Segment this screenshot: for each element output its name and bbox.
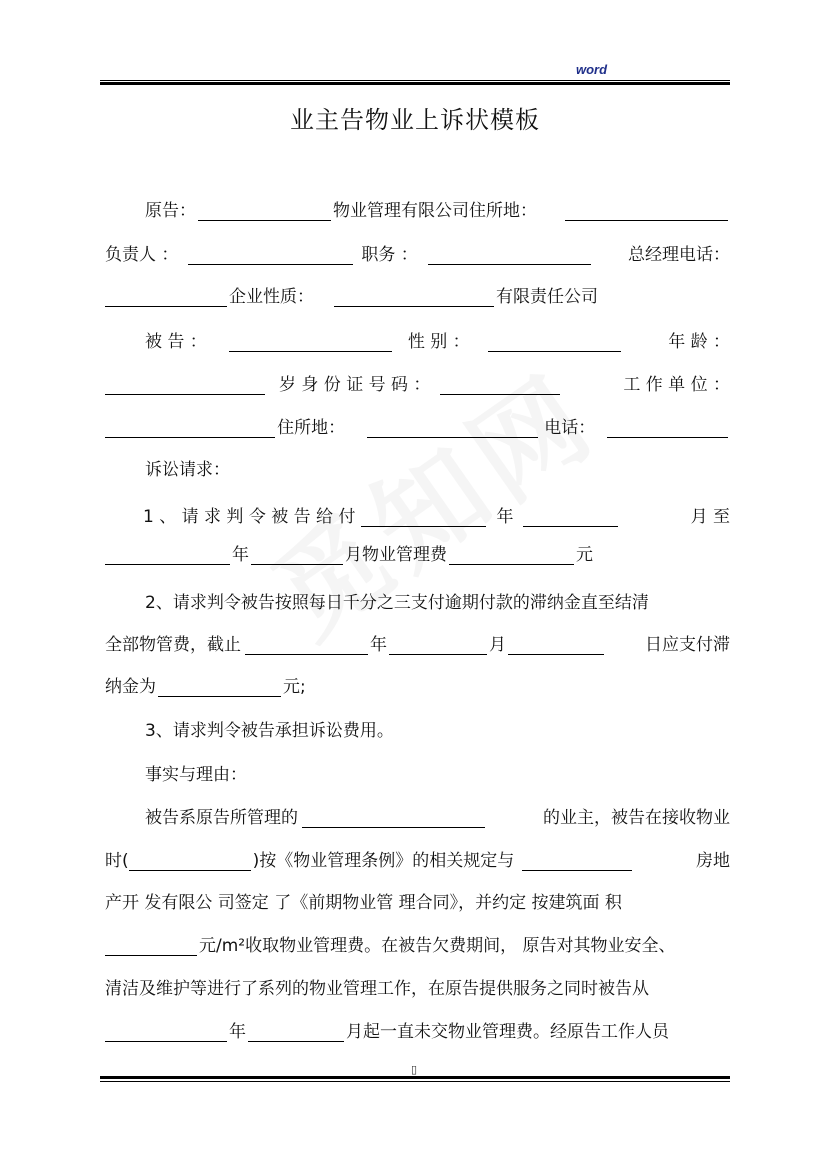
- facts-text-3: 产开 发有限公 司签定 了《前期物业管 理合同》，并约定 按建筑面 积: [105, 893, 622, 913]
- claim-1-month-to-label: 月 至: [690, 507, 730, 527]
- claim-1-text: 1 、 请 求 判 令 被 告 给 付: [143, 507, 356, 527]
- claim-2-continued-line: [105, 630, 730, 660]
- claim-2-due-label: 日应支付滞: [645, 635, 730, 655]
- facts-text-1a: 被告系原告所管理的: [145, 808, 298, 828]
- id-number-blank[interactable]: [440, 374, 560, 395]
- developer-blank[interactable]: [522, 850, 632, 871]
- id-number-label: 岁 身 份 证 号 码 ：: [279, 375, 431, 395]
- footer-rule-thick: [100, 1076, 730, 1079]
- claim-2-line: [105, 588, 730, 618]
- defendant-label: 被 告 ：: [145, 332, 207, 352]
- claim-1-to-year-blank[interactable]: [105, 544, 230, 565]
- facts-text-4: 元/m²收取物业管理费。在被告欠费期间， 原告对其物业安全、: [199, 936, 676, 956]
- claim-2-amount-line: [105, 672, 730, 702]
- address-blank[interactable]: [565, 200, 728, 221]
- manager-phone-label: 总经理电话：: [628, 245, 730, 265]
- representative-blank[interactable]: [188, 244, 353, 265]
- claim-1-year-label-2: 年: [232, 545, 249, 565]
- claim-1-fee-label: 月物业管理费: [345, 545, 447, 565]
- claim-1-to-month-blank[interactable]: [251, 544, 343, 565]
- facts-line-6: [105, 1017, 730, 1047]
- unit-price-blank[interactable]: [105, 935, 197, 956]
- late-fee-yuan-label: 元;: [283, 677, 306, 697]
- claim-2-day-blank[interactable]: [508, 634, 604, 655]
- claim-1-line: [105, 502, 730, 532]
- claim-3-line: [105, 716, 730, 746]
- footer-rule-thin: [100, 1081, 730, 1082]
- property-blank[interactable]: [302, 807, 485, 828]
- defendant-phone-label: 电话：: [544, 418, 596, 438]
- claims-heading-line: [105, 455, 730, 485]
- claims-heading: 诉讼请求：: [145, 460, 230, 480]
- claim-2-month-blank[interactable]: [389, 634, 487, 655]
- plaintiff-name-blank[interactable]: [198, 200, 331, 221]
- facts-heading: 事实与理由：: [145, 765, 247, 785]
- facts-heading-line: [105, 760, 730, 790]
- claim-2-year-label: 年: [370, 635, 387, 655]
- claim-2-deadline-label: 全部物管费，截止: [105, 635, 241, 655]
- claim-2-year-blank[interactable]: [245, 634, 368, 655]
- late-fee-label: 纳金为: [105, 677, 156, 697]
- header-rule-thick: [100, 82, 730, 85]
- defendant-line: [105, 327, 730, 357]
- claim-1-from-year-blank[interactable]: [361, 506, 486, 527]
- claim-2-month-label: 月: [489, 635, 506, 655]
- facts-line-3: [105, 888, 730, 918]
- claim-1-amount-blank[interactable]: [449, 544, 574, 565]
- claim-1-from-month-blank[interactable]: [523, 506, 618, 527]
- age-blank[interactable]: [105, 374, 265, 395]
- defendant-address-line: [105, 413, 730, 443]
- header-word-label: word: [576, 62, 608, 77]
- facts-line-4: [105, 931, 730, 961]
- workplace-label: 工 作 单 位 ：: [623, 375, 730, 395]
- arrears-year-blank[interactable]: [105, 1021, 227, 1042]
- receipt-date-blank[interactable]: [129, 850, 251, 871]
- gender-blank[interactable]: [488, 331, 621, 352]
- representative-label: 负责人 ：: [105, 245, 179, 265]
- age-label: 年 龄 ：: [668, 332, 730, 352]
- defendant-name-blank[interactable]: [229, 331, 392, 352]
- limited-company-text: 有限责任公司: [496, 287, 598, 307]
- document-title: 业主告物业上诉状模板: [290, 106, 540, 134]
- enterprise-type-label: 企业性质：: [229, 287, 314, 307]
- enterprise-line: [105, 282, 730, 312]
- claim-3-text: 3、请求判令被告承担诉讼费用。: [145, 721, 394, 741]
- facts-text-6b: 月起一直未交物业管理费。经原告工作人员: [346, 1022, 669, 1042]
- facts-text-2a: 时(: [105, 851, 129, 871]
- header-rule-thin: [100, 80, 730, 81]
- claim-1-year-label: 年: [496, 507, 514, 527]
- representative-line: [105, 240, 730, 270]
- claim-1-yuan-label: 元: [576, 545, 593, 565]
- plaintiff-line: [105, 196, 730, 226]
- residence-blank[interactable]: [367, 417, 538, 438]
- phone-blank[interactable]: [105, 286, 227, 307]
- facts-line-2: [105, 846, 730, 876]
- company-address-label: 物业管理有限公司住所地：: [333, 201, 537, 221]
- position-label: 职务 ：: [361, 245, 418, 265]
- arrears-month-blank[interactable]: [248, 1021, 344, 1042]
- facts-text-2c: 房地: [696, 851, 730, 871]
- page-marker: ▯: [411, 1063, 418, 1076]
- claim-1-continued-line: [105, 540, 730, 570]
- defendant-phone-blank[interactable]: [607, 417, 728, 438]
- facts-line-5: [105, 974, 730, 1004]
- id-line: [105, 370, 730, 400]
- enterprise-type-blank[interactable]: [334, 286, 494, 307]
- plaintiff-label: 原告：: [145, 201, 196, 221]
- claim-2-text: 2、请求判令被告按照每日千分之三支付逾期付款的滞纳金直至结清: [145, 593, 649, 613]
- facts-line-1: [105, 803, 730, 833]
- facts-text-6a: 年: [229, 1022, 246, 1042]
- late-fee-blank[interactable]: [158, 676, 281, 697]
- facts-text-1b: 的业主，被告在接收物业: [543, 808, 730, 828]
- position-blank[interactable]: [428, 244, 591, 265]
- facts-text-2b: )按《物业管理条例》的相关规定与: [252, 851, 515, 871]
- residence-label: 住所地：: [277, 418, 346, 438]
- facts-text-5: 清洁及维护等进行了系列的物业管理工作，在原告提供服务之同时被告从: [105, 979, 649, 999]
- workplace-blank[interactable]: [105, 417, 275, 438]
- gender-label: 性 别 ：: [407, 332, 470, 352]
